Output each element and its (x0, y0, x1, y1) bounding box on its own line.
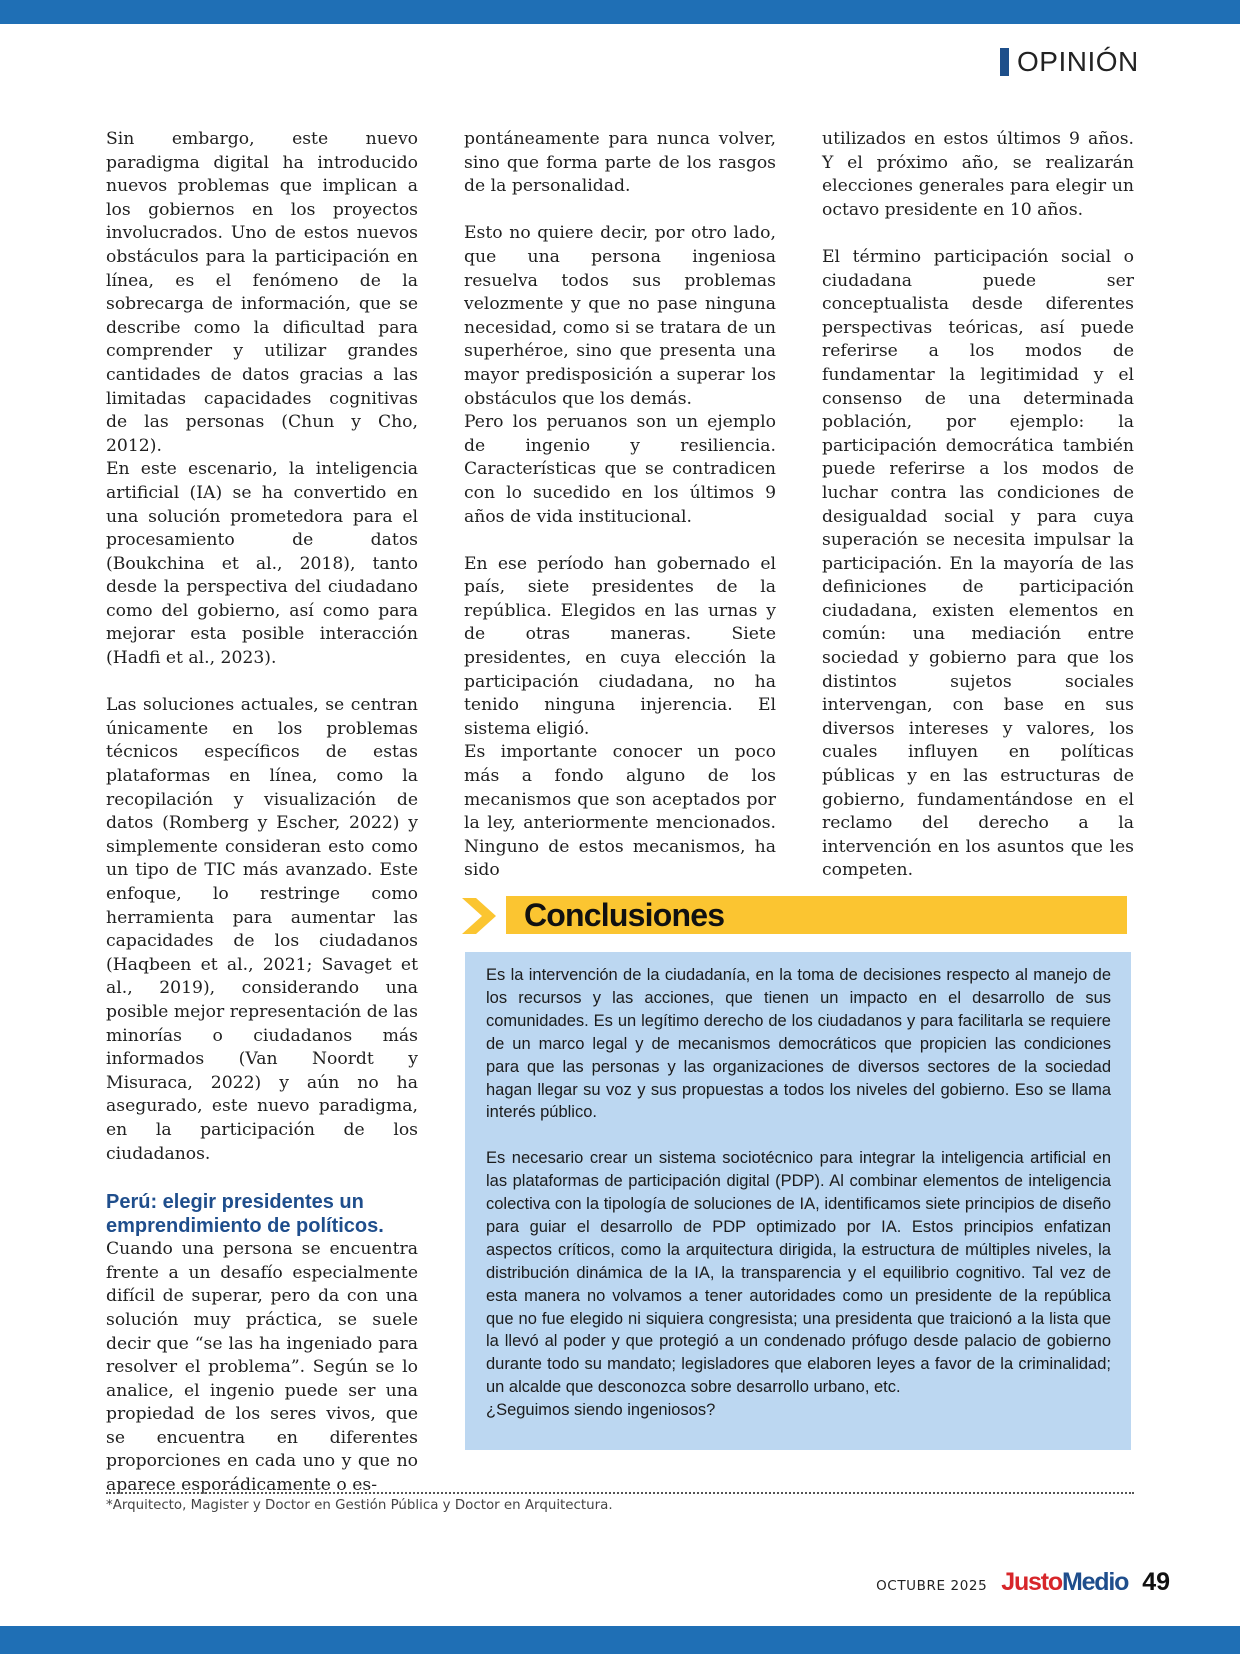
conclusions-box (465, 952, 1131, 1450)
page-footer (876, 1568, 1170, 1602)
logo-part-justo: Justo (1001, 1568, 1062, 1596)
section-marker (1000, 48, 1009, 76)
page-number: 49 (1142, 1568, 1170, 1596)
conclusion-question: ¿Seguimos siendo ingeniosos? (486, 1401, 716, 1420)
paragraph: El término participación social o ciudadana puede ser conceptualista desde diferentes perspectivas teóricas, así puede referirse a los modos de fundamentar la legitimidad y el consenso de una determinada población, por ejemplo: la participación democrática también puede referirse a los modos de luchar contra las condiciones de desigualdad social y para cuya superación se necesita impulsar la participación. En la mayoría de las definiciones de participación ciudadana, existen elementos en común: una mediación entre sociedad y gobierno para que los distintos sujetos sociales intervengan, con base en sus diversos intereses y valores, los cuales influyen en políticas públicas y en las estructuras de gobierno, fundamentándose en el reclamo del derecho a la intervención en los asuntos que les competen. (822, 246, 1134, 881)
paragraph: utilizados en estos últimos 9 años. Y el próximo año, se realizarán elecciones generales para elegir un octavo presidente en 10 años. (822, 129, 1134, 220)
article-column-3 (822, 128, 1134, 883)
paragraph: Es importante conocer un poco más a fondo alguno de los mecanismos que son aceptados por la ley, anteriormente mencionados. Ninguno de estos mecanismos, ha sido (464, 742, 776, 881)
section-label: OPINIÓN (1017, 46, 1139, 77)
top-color-bar (0, 0, 1240, 24)
conclusions-header (462, 896, 1127, 936)
article-column-1 (106, 128, 418, 1498)
paragraph: En este escenario, la inteligencia artificial (IA) se ha convertido en una solución prometedora para el procesamiento de datos (Boukchina et al., 2018), tanto desde la perspectiva del ciudadano como del gobierno, así como para mejorar esta posible interacción (Hadfi et al., 2023). (106, 459, 418, 669)
paragraph: pontáneamente para nunca volver, sino que forma parte de los rasgos de la personalidad. (464, 129, 776, 197)
bottom-color-bar (0, 1626, 1240, 1654)
section-header (1000, 48, 1139, 76)
paragraph: Pero los peruanos son un ejemplo de ingenio y resiliencia. Características que se contradicen con lo sucedido en los últimos 9 años de vida institucional. (464, 412, 776, 527)
author-footnote: *Arquitecto, Magister y Doctor en Gestión Pública y Doctor en Arquitectura. (106, 1498, 613, 1513)
conclusion-paragraph: Es la intervención de la ciudadanía, en la toma de decisiones respecto al manejo de los recursos y las acciones, que tienen un impacto en el desarrollo de sus comunidades. Es un legítimo derecho de los ciudadanos y para facilitarla se requiere de un marco legal y de mecanismos democráticos que propicien las condiciones para que las personas y las organizaciones de diversos sectores de la sociedad hagan llegar su voz y sus propuestas a todos los niveles del gobierno. Eso se llama interés público. (486, 966, 1111, 1122)
paragraph: Las soluciones actuales, se centran únicamente en los problemas técnicos específicos de estas plataformas en línea, como la recopilación y visualización de datos (Romberg y Escher, 2022) y simplemente consideran esto como un tipo de TIC más avanzado. Este enfoque, lo restringe como herramienta para aumentar las capacidades de los ciudadanos (Haqbeen et al., 2021; Savaget et al., 2019), considerando una posible mejor representación de las minorías o ciudadanos más informados (Van Noordt y Misuraca, 2022) y aún no ha asegurado, este nuevo paradigma, en la participación de los ciudadanos. (106, 695, 418, 1164)
subheading: Perú: elegir presidentes un emprendimiento de políticos. (106, 1191, 384, 1238)
paragraph: Sin embargo, este nuevo paradigma digital ha introducido nuevos problemas que implican a los gobiernos en los proyectos involucrados. Uno de estos nuevos obstáculos para la participación en línea, es el fenómeno de la sobrecarga de información, que se describe como la dificultad para comprender y utilizar grandes cantidades de datos gracias a las limitadas capacidades cognitivas de las personas (Chun y Cho, 2012). (106, 129, 418, 456)
magazine-logo (1001, 1568, 1128, 1597)
paragraph: En ese período han gobernado el país, siete presidentes de la república. Elegidos en las urnas y de otras maneras. Siete presidentes, en cuya elección la participación ciudadana, no ha tenido ninguna injerencia. El sistema eligió. (464, 553, 776, 739)
paragraph: Cuando una persona se encuentra frente a un desafío especialmente difícil de superar, pero da con una solución muy práctica, se suele decir que “se las ha ingeniado para resolver el problema”. Según se lo analice, el ingenio puede ser una propiedad de los seres vivos, que se encuentra en diferentes proporciones en cada uno y que no aparece esporádicamente o es- (106, 1239, 418, 1496)
conclusion-paragraph: Es necesario crear un sistema sociotécnico para integrar la inteligencia artificial en las plataformas de participación digital (PDP). Al combinar elementos de inteligencia colectiva con la tipología de soluciones de IA, identificamos siete principios de diseño para guiar el desarrollo de PDP optimizado por IA. Estos principios enfatizan aspectos críticos, como la arquitectura dirigida, la estructura de múltiples niveles, la distribución dinámica de la IA, la transparencia y el equilibrio cognitivo. Tal vez de esta manera no volvamos a tener autoridades como un presidente de la república que no fue elegido ni siquiera congresista; una presidenta que traicionó a la lista que la llevó al poder y que protegió a un condenado prófugo desde palacio de gobierno durante todo su mandato; legisladores que elaboren leyes a favor de la criminalidad; un alcalde que desconozca sobre desarrollo urbano, etc. (486, 1149, 1111, 1397)
issue-date: OCTUBRE 2025 (876, 1578, 988, 1594)
paragraph: Esto no quiere decir, por otro lado, que una persona ingeniosa resuelva todos sus problemas velozmente y que no pase ninguna necesidad, como si se tratara de un superhéroe, sino que presenta una mayor predisposición a superar los obstáculos que los demás. (464, 223, 776, 409)
article-column-2 (464, 128, 776, 883)
footnote-divider (106, 1492, 1134, 1494)
logo-part-medio: Medio (1061, 1568, 1129, 1596)
chevron-right-icon (462, 898, 496, 934)
conclusions-title: Conclusiones (524, 897, 725, 933)
